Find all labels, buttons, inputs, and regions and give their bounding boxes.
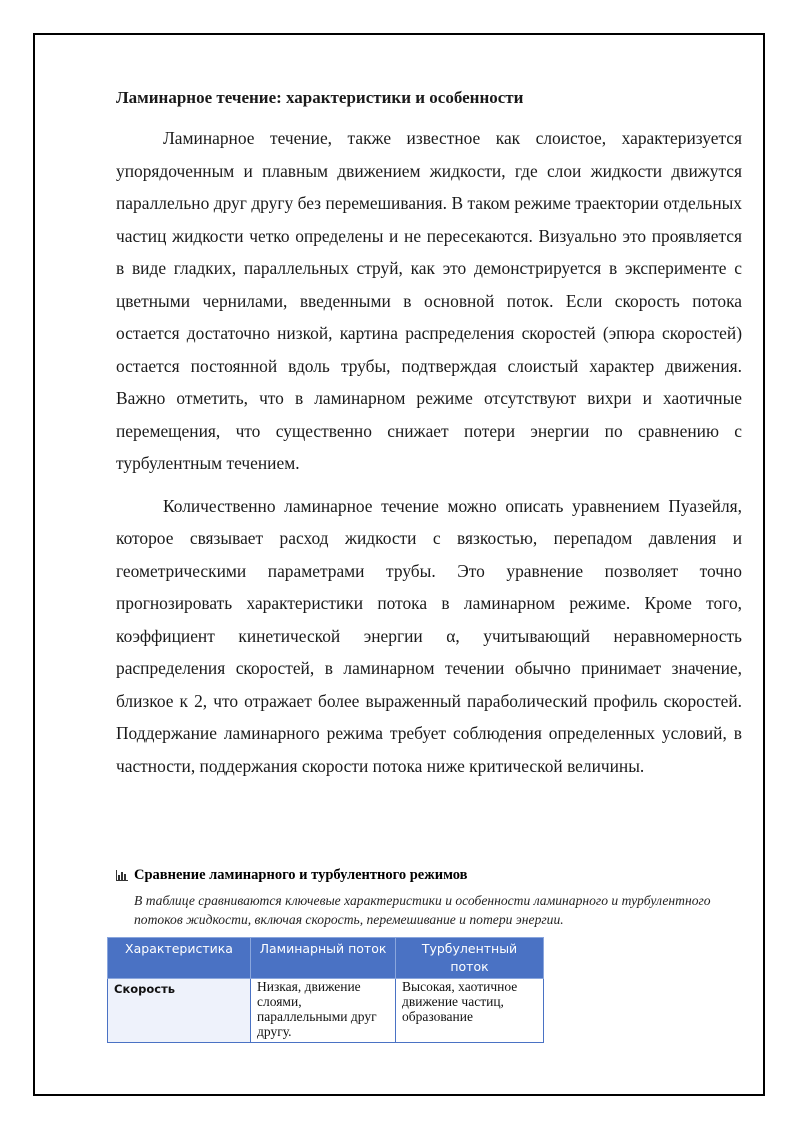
column-header: Ламинарный поток bbox=[251, 938, 396, 979]
comparison-table bbox=[107, 937, 544, 1043]
table-cell: Низкая, движение слоями, параллельными друг другу. bbox=[251, 979, 396, 1043]
bar-chart-icon bbox=[116, 870, 128, 881]
table-caption: В таблице сравниваются ключевые характеристики и особенности ламинарного и турбулентного потоков жидкости, включая скорость, перемешивание и потери энергии. bbox=[134, 893, 711, 927]
table-title-row bbox=[116, 866, 746, 884]
table-header-row bbox=[108, 938, 544, 979]
table-cell: Скорость bbox=[108, 979, 251, 1043]
document-body bbox=[116, 86, 742, 792]
comparison-section bbox=[114, 866, 746, 1039]
column-header: Турбулентный поток bbox=[396, 938, 544, 979]
table-row bbox=[108, 979, 544, 1043]
table-cell: Высокая, хаотичное движение частиц, образование bbox=[396, 979, 544, 1043]
column-header: Характеристика bbox=[108, 938, 251, 979]
paragraph-2: Количественно ламинарное течение можно описать уравнением Пуазейля, которое связывает расход жидкости с вязкостью, перепадом давления и геометрическими параметрами трубы. Это уравнение позволяет точно прогнозировать характеристики потока в ламинарном режиме. Кроме того, коэффициент кинетической энергии α, учитывающий неравномерность распределения скоростей, в ламинарном течении обычно принимает значение, близкое к 2, что отражает более выраженный параболический профиль скоростей. Поддержание ламинарного режима требует соблюдения определенных условий, в частности, поддержания скорости потока ниже критической величины. bbox=[116, 495, 742, 776]
table-title: Сравнение ламинарного и турбулентного режимов bbox=[134, 867, 468, 883]
paragraph-1: Ламинарное течение, также известное как слоистое, характеризуется упорядоченным и плавным движением жидкости, где слои жидкости движутся параллельно друг другу без перемешивания. В таком режиме траектории отдельных частиц жидкости четко определены и не пересекаются. Визуально это проявляется в виде гладких, параллельных струй, как это демонстрируется в эксперименте с цветными чернилами, введенными в основной поток. Если скорость потока остается достаточно низкой, картина распределения скоростей (эпюра скоростей) остается постоянной вдоль трубы, подтверждая слоистый характер движения. Важно отметить, что в ламинарном режиме отсутствуют вихри и хаотичные перемещения, что существенно снижает потери энергии по сравнению с турбулентным течением. bbox=[116, 128, 742, 473]
document-heading: Ламинарное течение: характеристики и особенности bbox=[116, 88, 524, 107]
